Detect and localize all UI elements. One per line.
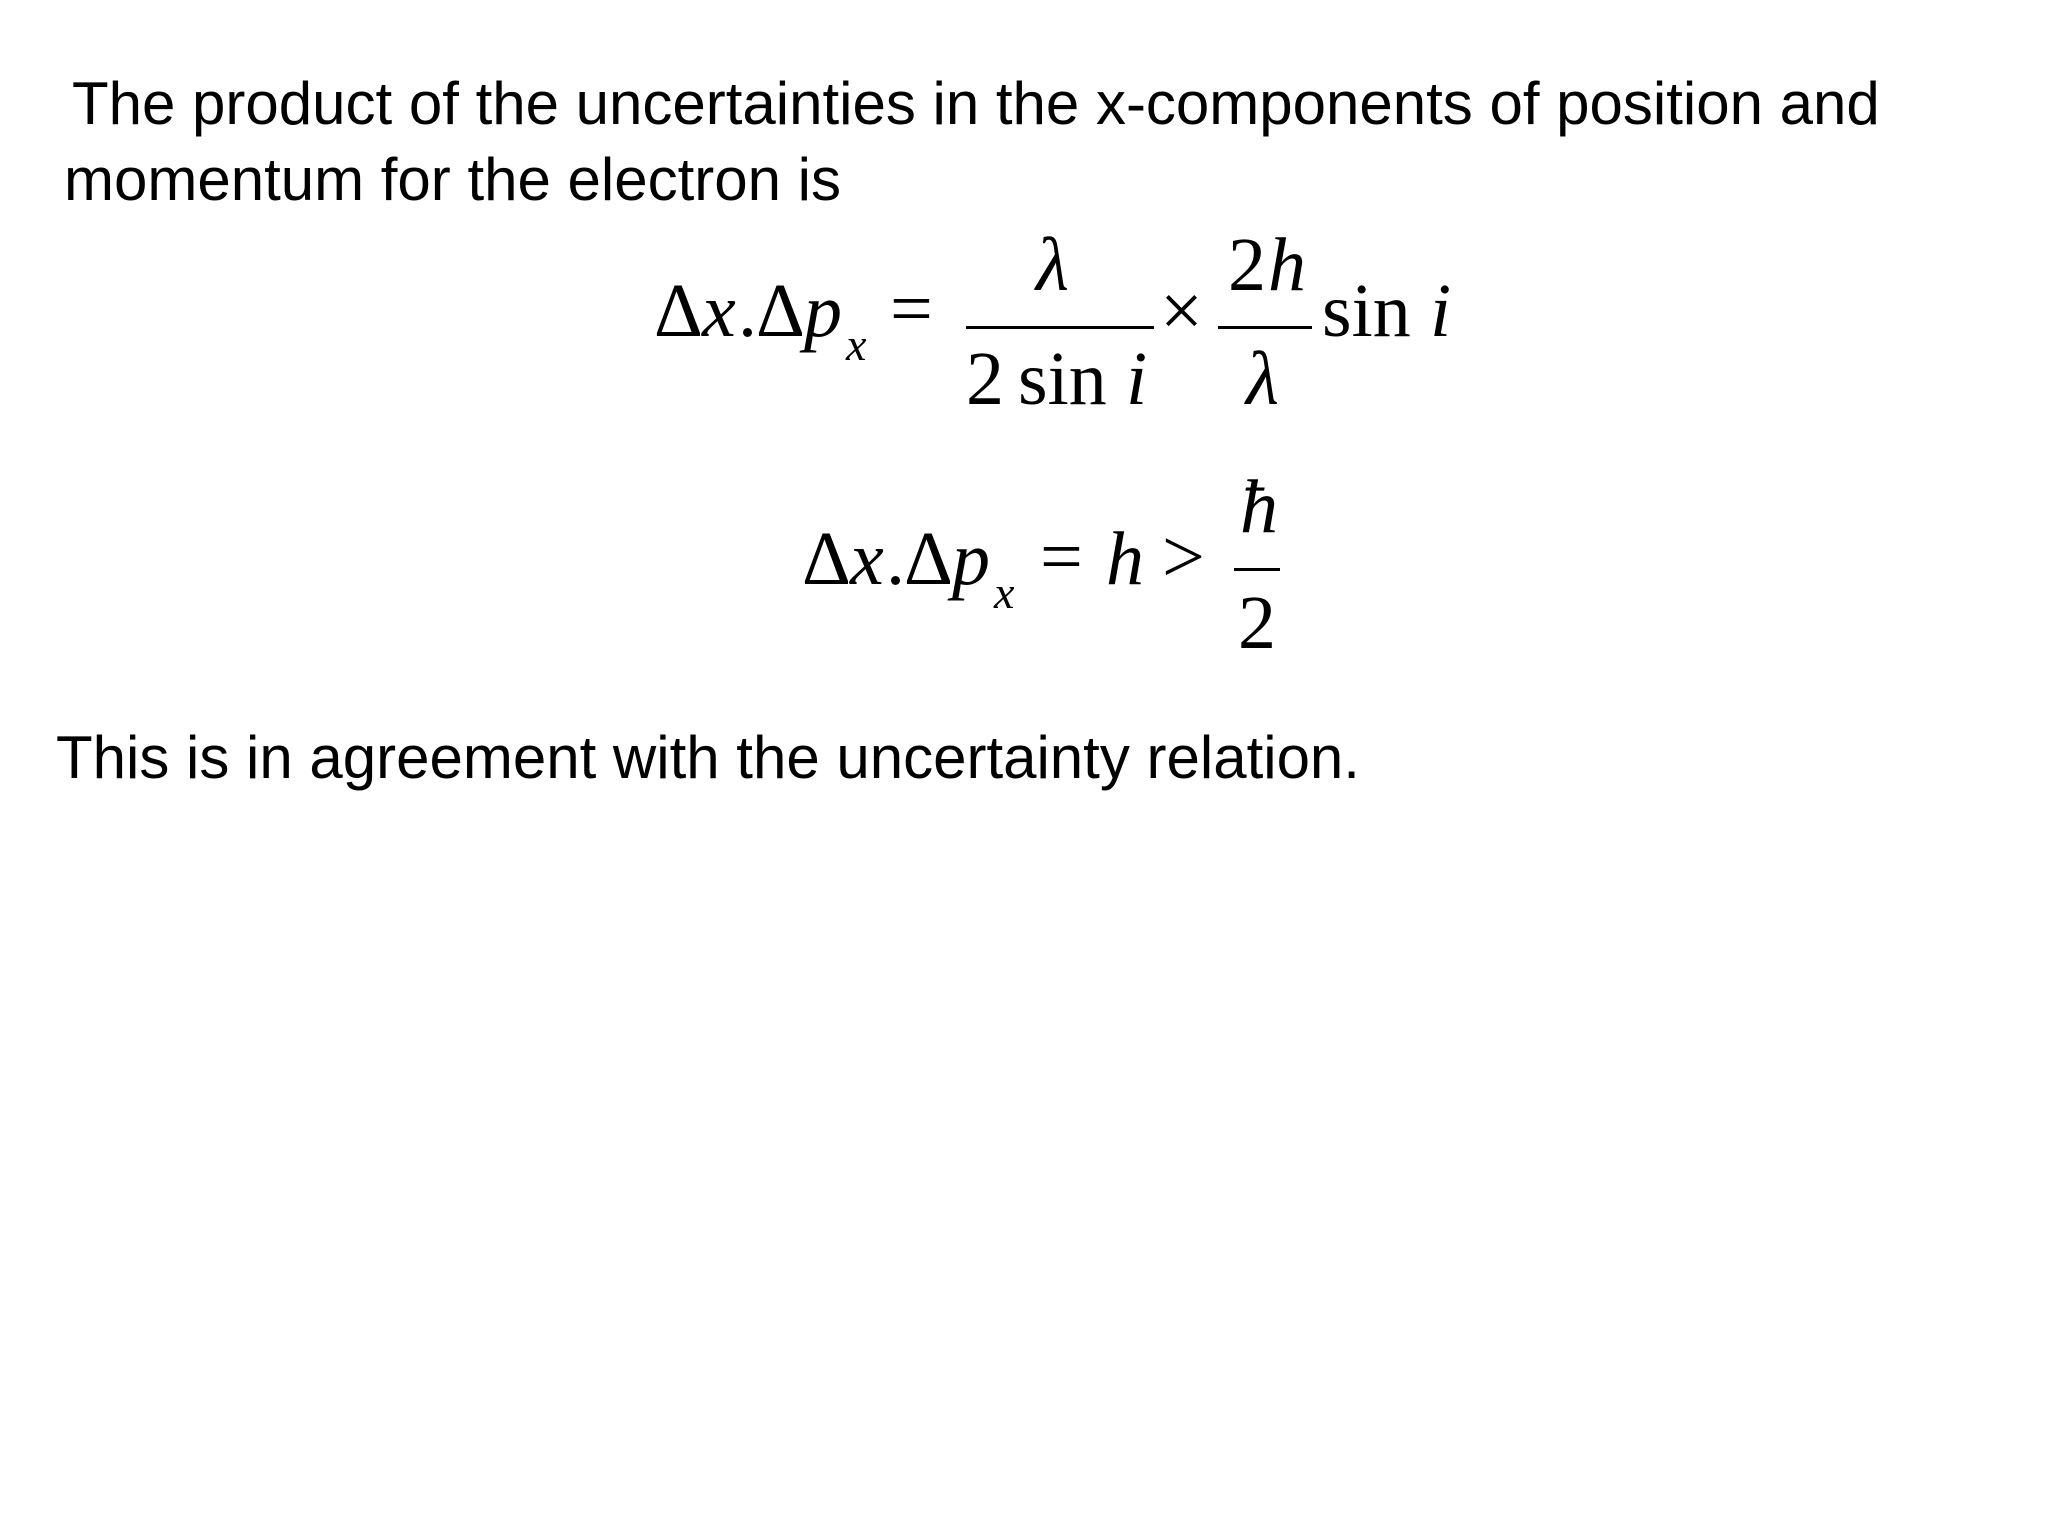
intro-line-1: The product of the uncertainties in the x-components of position and [72,70,1880,137]
eq1-lhs-delta-1: Δ [654,269,703,353]
eq1-frac2-numerator-2: 2 [1228,223,1266,307]
eq1-frac2-bar [1218,326,1312,329]
eq1-lhs-p: p [804,269,842,353]
eq1-frac1-bar [966,326,1154,329]
eq1-lhs-subscript: x [846,319,867,370]
eq2-lhs-dot: . [886,517,905,601]
eq2-lhs-delta-2: Δ [904,517,953,601]
eq1-frac2-numerator-h: h [1268,223,1306,307]
eq1-times: × [1160,269,1203,353]
eq1-equals: = [890,267,933,351]
eq2-frac-numerator: ħ [1240,465,1278,549]
eq1-lhs-delta-2: Δ [756,269,805,353]
intro-paragraph [64,66,2024,218]
eq2-lhs-x: x [850,517,884,601]
eq2-greater-than: > [1162,515,1205,599]
eq2-lhs-p: p [952,517,990,601]
eq1-frac1-denominator-i: i [1126,337,1148,421]
eq1-lhs-x: x [702,269,736,353]
eq1-frac1-denominator-sin: sin [1018,337,1107,421]
eq2-equals: = [1040,515,1083,599]
eq1-frac1-numerator: λ [1036,223,1069,307]
intro-line-2: momentum for the electron is [64,146,841,213]
eq2-lhs-delta-1: Δ [802,517,851,601]
eq1-tail-sin: sin [1322,269,1411,353]
eq1-frac1-denominator-2: 2 [966,337,1004,421]
eq2-h: h [1106,517,1144,601]
eq2-lhs-subscript: x [994,567,1015,618]
eq2-frac-bar [1234,568,1280,571]
eq1-lhs-dot: . [738,269,757,353]
eq2-frac-denominator: 2 [1238,581,1276,665]
eq1-tail-i: i [1430,269,1452,353]
eq1-frac2-denominator: λ [1246,337,1279,421]
conclusion-text: This is in agreement with the uncertainty relation. [56,724,1360,791]
